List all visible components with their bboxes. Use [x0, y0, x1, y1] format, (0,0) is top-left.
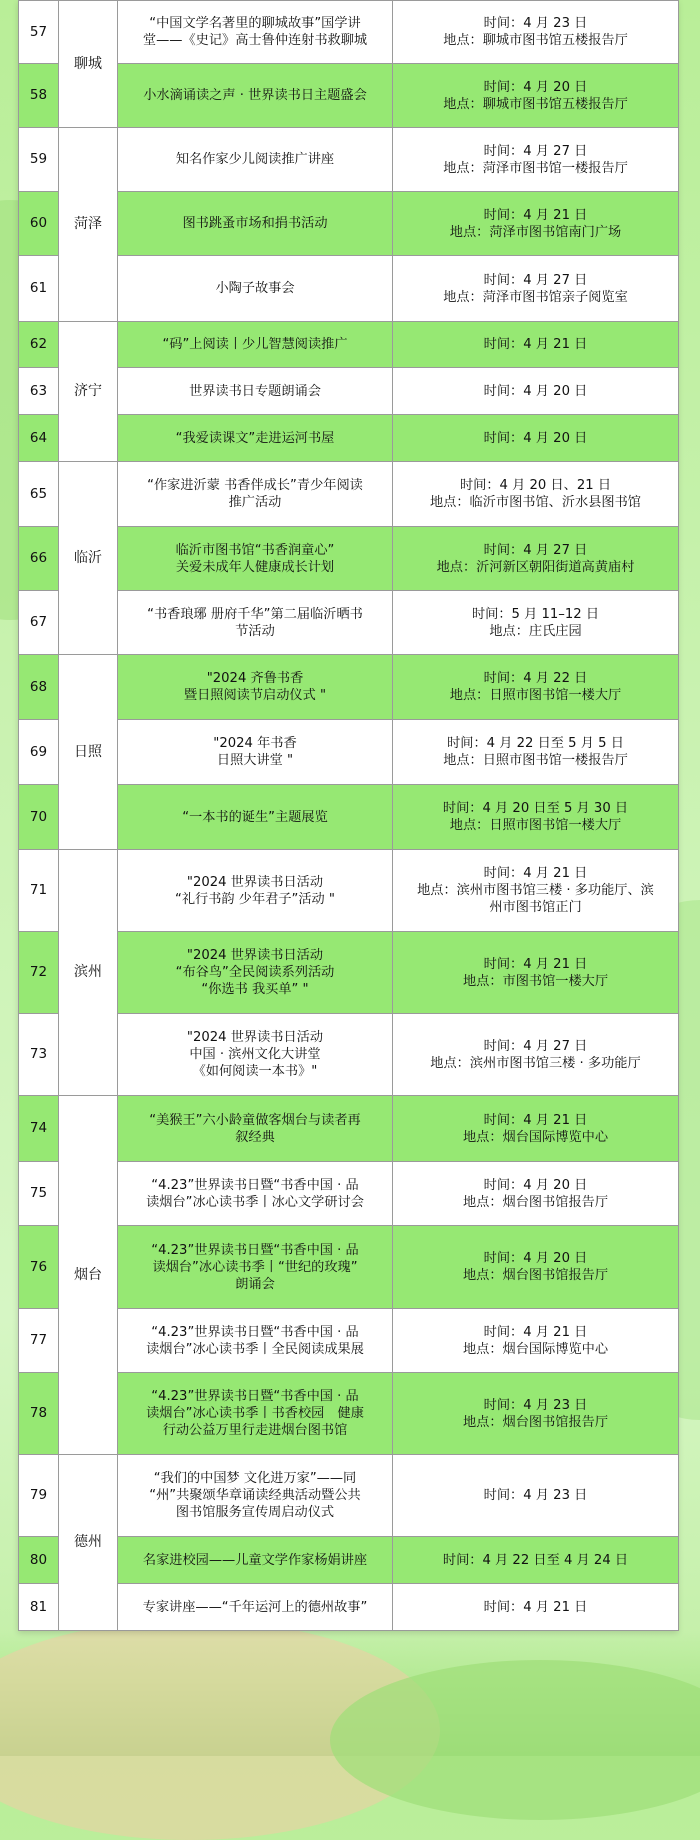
time-location-cell: 时间：4 月 23 日 地点：聊城市图书馆五楼报告厅: [393, 1, 679, 64]
city-cell: 临沂: [59, 462, 118, 655]
time-location-cell: 时间：4 月 23 日: [393, 1455, 679, 1537]
time-location-cell: 时间：4 月 22 日至 5 月 5 日 地点：日照市图书馆一楼报告厅: [393, 720, 679, 785]
time-location-cell: 时间：4 月 27 日 地点：沂河新区朝阳街道高黄庙村: [393, 527, 679, 591]
event-name-cell: 临沂市图书馆“书香润童心” 关爱未成年人健康成长计划: [118, 527, 393, 591]
time-location-cell: 时间：4 月 21 日 地点：市图书馆一楼大厅: [393, 932, 679, 1014]
city-cell: 滨州: [59, 850, 118, 1096]
event-name-cell: “我爱读课文”走进运河书屋: [118, 415, 393, 462]
time-location-cell: 时间：4 月 21 日: [393, 322, 679, 368]
event-name-cell: "2024 世界读书日活动 中国 · 滨州文化大讲堂 《如何阅读一本书》": [118, 1014, 393, 1096]
row-number-cell: 61: [19, 256, 59, 322]
event-name-cell: “码”上阅读丨少儿智慧阅读推广: [118, 322, 393, 368]
table-row: [19, 192, 679, 256]
event-name-cell: “4.23”世界读书日暨“书香中国 · 品 读烟台”冰心读书季丨书香校园 健康 行动公益万里行走进烟台图书馆: [118, 1373, 393, 1455]
event-name-cell: “书香琅琊 册府千华”第二届临沂晒书 节活动: [118, 591, 393, 655]
city-cell: 烟台: [59, 1096, 118, 1455]
time-location-cell: 时间：4 月 20 日至 5 月 30 日 地点：日照市图书馆一楼大厅: [393, 785, 679, 850]
table-row: [19, 322, 679, 368]
event-name-cell: “我们的中国梦 文化进万家”——同 “州”共聚颂华章诵读经典活动暨公共 图书馆服务宣传周启动仪式: [118, 1455, 393, 1537]
row-number-cell: 69: [19, 720, 59, 785]
event-name-cell: 知名作家少儿阅读推广讲座: [118, 128, 393, 192]
table-row: [19, 1373, 679, 1455]
table-row: [19, 128, 679, 192]
table-row: [19, 368, 679, 415]
row-number-cell: 68: [19, 655, 59, 720]
row-number-cell: 57: [19, 1, 59, 64]
row-number-cell: 81: [19, 1584, 59, 1631]
table-row: [19, 1537, 679, 1584]
row-number-cell: 72: [19, 932, 59, 1014]
time-location-cell: 时间：4 月 27 日 地点：菏泽市图书馆一楼报告厅: [393, 128, 679, 192]
event-name-cell: “一本书的诞生”主题展览: [118, 785, 393, 850]
time-location-cell: 时间：5 月 11–12 日 地点：庄氏庄园: [393, 591, 679, 655]
city-cell: 德州: [59, 1455, 118, 1631]
time-location-cell: 时间：4 月 21 日: [393, 1584, 679, 1631]
table-row: [19, 1226, 679, 1309]
time-location-cell: 时间：4 月 22 日 地点：日照市图书馆一楼大厅: [393, 655, 679, 720]
row-number-cell: 70: [19, 785, 59, 850]
table-row: [19, 1309, 679, 1373]
event-name-cell: “中国文学名著里的聊城故事”国学讲 堂——《史记》高士鲁仲连射书救聊城: [118, 1, 393, 64]
time-location-cell: 时间：4 月 20 日、21 日 地点：临沂市图书馆、沂水县图书馆: [393, 462, 679, 527]
table-row: [19, 256, 679, 322]
row-number-cell: 65: [19, 462, 59, 527]
row-number-cell: 63: [19, 368, 59, 415]
time-location-cell: 时间：4 月 22 日至 4 月 24 日: [393, 1537, 679, 1584]
row-number-cell: 74: [19, 1096, 59, 1162]
table-row: [19, 850, 679, 932]
row-number-cell: 71: [19, 850, 59, 932]
row-number-cell: 73: [19, 1014, 59, 1096]
city-cell: 济宁: [59, 322, 118, 462]
row-number-cell: 78: [19, 1373, 59, 1455]
event-name-cell: “美猴王”六小龄童做客烟台与读者再 叙经典: [118, 1096, 393, 1162]
table-row: [19, 785, 679, 850]
time-location-cell: 时间：4 月 20 日: [393, 368, 679, 415]
table-row: [19, 1584, 679, 1631]
row-number-cell: 75: [19, 1162, 59, 1226]
table-row: [19, 655, 679, 720]
event-name-cell: "2024 世界读书日活动 “布谷鸟”全民阅读系列活动 “你选书 我买单” ": [118, 932, 393, 1014]
table-row: [19, 415, 679, 462]
table-row: [19, 527, 679, 591]
city-cell: 聊城: [59, 1, 118, 128]
event-name-cell: 世界读书日专题朗诵会: [118, 368, 393, 415]
event-name-cell: 小陶子故事会: [118, 256, 393, 322]
row-number-cell: 60: [19, 192, 59, 256]
table-row: [19, 1455, 679, 1537]
table-row: [19, 462, 679, 527]
time-location-cell: 时间：4 月 21 日 地点：滨州市图书馆三楼 · 多功能厅、滨 州市图书馆正门: [393, 850, 679, 932]
event-name-cell: 专家讲座——“千年运河上的德州故事”: [118, 1584, 393, 1631]
table-row: [19, 1, 679, 64]
row-number-cell: 62: [19, 322, 59, 368]
time-location-cell: 时间：4 月 20 日 地点：烟台图书馆报告厅: [393, 1226, 679, 1309]
event-name-cell: "2024 齐鲁书香 暨日照阅读节启动仪式 ": [118, 655, 393, 720]
row-number-cell: 59: [19, 128, 59, 192]
table-row: [19, 720, 679, 785]
table-row: [19, 1014, 679, 1096]
row-number-cell: 64: [19, 415, 59, 462]
event-name-cell: “作家进沂蒙 书香伴成长”青少年阅读 推广活动: [118, 462, 393, 527]
row-number-cell: 67: [19, 591, 59, 655]
event-name-cell: 图书跳蚤市场和捐书活动: [118, 192, 393, 256]
event-name-cell: “4.23”世界读书日暨“书香中国 · 品 读烟台”冰心读书季丨全民阅读成果展: [118, 1309, 393, 1373]
row-number-cell: 80: [19, 1537, 59, 1584]
event-name-cell: "2024 世界读书日活动 “礼行书韵 少年君子”活动 ": [118, 850, 393, 932]
time-location-cell: 时间：4 月 21 日 地点：烟台国际博览中心: [393, 1309, 679, 1373]
table-row: [19, 591, 679, 655]
event-name-cell: “4.23”世界读书日暨“书香中国 · 品 读烟台”冰心读书季丨冰心文学研讨会: [118, 1162, 393, 1226]
time-location-cell: 时间：4 月 20 日 地点：聊城市图书馆五楼报告厅: [393, 64, 679, 128]
time-location-cell: 时间：4 月 21 日 地点：菏泽市图书馆南门广场: [393, 192, 679, 256]
event-name-cell: “4.23”世界读书日暨“书香中国 · 品 读烟台”冰心读书季丨“世纪的玫瑰” 朗诵会: [118, 1226, 393, 1309]
event-table-container: [18, 0, 678, 1631]
time-location-cell: 时间：4 月 20 日: [393, 415, 679, 462]
event-name-cell: 名家进校园——儿童文学作家杨娟讲座: [118, 1537, 393, 1584]
time-location-cell: 时间：4 月 27 日 地点：菏泽市图书馆亲子阅览室: [393, 256, 679, 322]
time-location-cell: 时间：4 月 21 日 地点：烟台国际博览中心: [393, 1096, 679, 1162]
city-cell: 菏泽: [59, 128, 118, 322]
table-row: [19, 64, 679, 128]
row-number-cell: 77: [19, 1309, 59, 1373]
row-number-cell: 66: [19, 527, 59, 591]
event-schedule-table: [18, 0, 679, 1631]
table-row: [19, 1096, 679, 1162]
row-number-cell: 79: [19, 1455, 59, 1537]
row-number-cell: 58: [19, 64, 59, 128]
time-location-cell: 时间：4 月 27 日 地点：滨州市图书馆三楼 · 多功能厅: [393, 1014, 679, 1096]
city-cell: 日照: [59, 655, 118, 850]
time-location-cell: 时间：4 月 23 日 地点：烟台图书馆报告厅: [393, 1373, 679, 1455]
event-name-cell: 小水滴诵读之声 · 世界读书日主题盛会: [118, 64, 393, 128]
table-row: [19, 932, 679, 1014]
event-name-cell: "2024 年书香 日照大讲堂 ": [118, 720, 393, 785]
table-row: [19, 1162, 679, 1226]
row-number-cell: 76: [19, 1226, 59, 1309]
time-location-cell: 时间：4 月 20 日 地点：烟台图书馆报告厅: [393, 1162, 679, 1226]
